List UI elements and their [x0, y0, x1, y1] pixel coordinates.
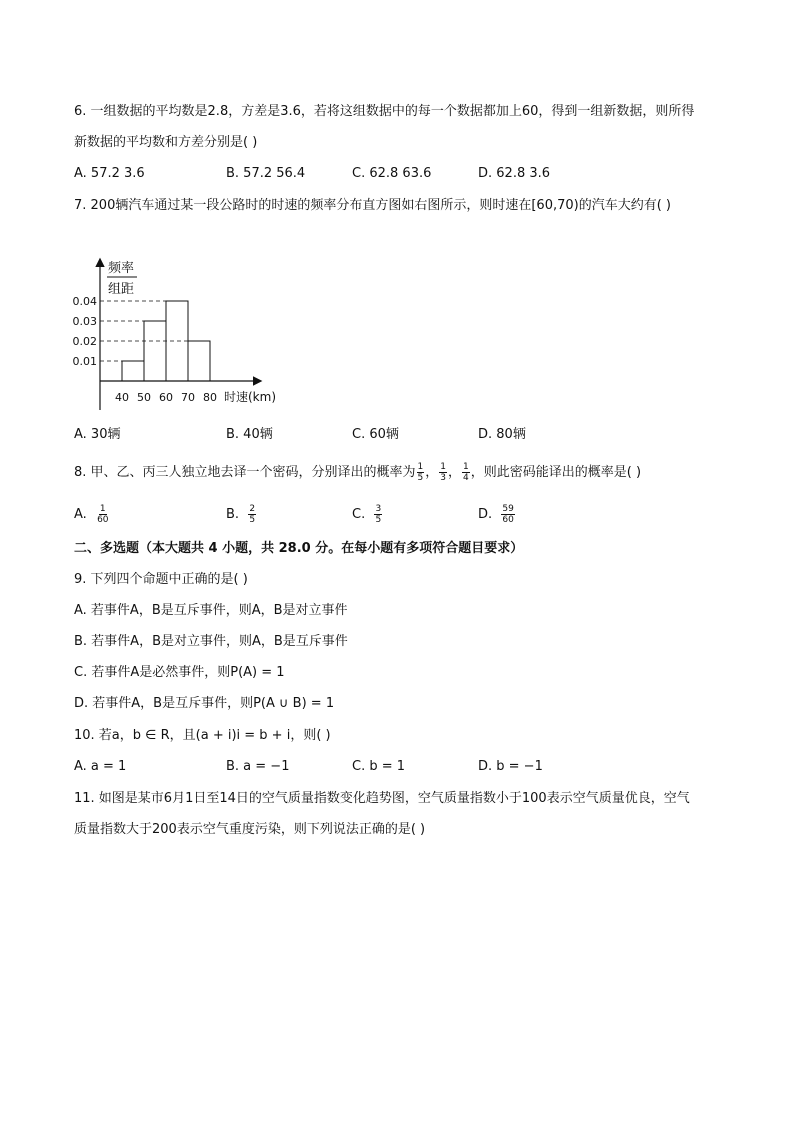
x-tick-label: 40	[115, 391, 129, 404]
y-axis-label-bottom: 组距	[108, 282, 135, 297]
q6-text-line2: 新数据的平均数和方差分别是( )	[74, 135, 258, 150]
q8-option-c: C. $\frac{3}{5}$	[352, 504, 382, 525]
histogram-bar-70-80	[188, 341, 210, 381]
q8-text-after: ，则此密码能译出的概率是( )	[470, 465, 642, 480]
q8-fraction-1: $\frac{1}{5}$	[417, 462, 424, 483]
q8-text-before: 8. 甲、乙、丙三人独立地去译一个密码，分别译出的概率为	[74, 465, 416, 480]
q10-option-c: C. b = 1	[352, 759, 406, 774]
histogram-bar-40-50	[122, 361, 144, 381]
q10-option-b: B. a = −1	[226, 759, 290, 774]
q7-option-d: D. 80辆	[478, 427, 526, 442]
q11-text-line2: 质量指数大于200表示空气重度污染，则下列说法正确的是( )	[74, 822, 426, 837]
q7-option-b: B. 40辆	[226, 427, 273, 442]
x-tick-label: 50	[137, 391, 151, 404]
q6-option-b: B. 57.2 56.4	[226, 166, 306, 181]
x-tick-label: 80	[203, 391, 217, 404]
q8-option-a: A. $\frac{1}{60}$	[74, 504, 109, 525]
section-2-title: 二、多选题（本大题共 4 小题，共 28.0 分。在每小题有多项符合题目要求）	[74, 541, 524, 556]
histogram-bar-50-60	[144, 321, 166, 381]
y-tick-label: 0.02	[72, 335, 97, 348]
q6-text-line1: 6. 一组数据的平均数是2.8，方差是3.6，若将这组数据中的每一个数据都加上60，得到一组新数据，则所得	[74, 104, 695, 119]
q8-separator: ，	[448, 465, 462, 480]
q6-option-c: C. 62.8 63.6	[352, 166, 432, 181]
q8-option-b: B. $\frac{2}{5}$	[226, 504, 256, 525]
q10-option-d: D. b = −1	[478, 759, 543, 774]
q9-option-b: B. 若事件A，B是对立事件，则A，B是互斥事件	[74, 634, 348, 649]
q8-text	[74, 462, 641, 483]
q6-option-d: D. 62.8 3.6	[478, 166, 551, 181]
q11-text-line1: 11. 如图是某市6月1日至14日的空气质量指数变化趋势图，空气质量指数小于100表示空气质量优良，空气	[74, 791, 690, 806]
q8-separator: ，	[425, 465, 439, 480]
y-tick-label: 0.03	[72, 315, 97, 328]
y-tick-label: 0.01	[72, 355, 97, 368]
y-tick-label: 0.04	[72, 295, 97, 308]
q8-fraction-2: $\frac{1}{3}$	[440, 462, 447, 483]
y-axis-label-top: 频率	[108, 261, 135, 276]
q7-option-c: C. 60辆	[352, 427, 399, 442]
q7-option-a: A. 30辆	[74, 427, 121, 442]
q9-option-a: A. 若事件A，B是互斥事件，则A，B是对立事件	[74, 603, 348, 618]
q9-option-d: D. 若事件A，B是互斥事件，则P(A ∪ B) = 1	[74, 696, 335, 711]
q9-option-c: C. 若事件A是必然事件，则P(A) = 1	[74, 665, 285, 680]
q10-option-a: A. a = 1	[74, 759, 127, 774]
q8-fraction-3: $\frac{1}{4}$	[463, 462, 469, 483]
q8-option-d: D. $\frac{59}{60}$	[478, 504, 514, 525]
x-axis-label: 时速(km)	[224, 390, 277, 404]
x-tick-label: 70	[181, 391, 195, 404]
x-tick-label: 60	[159, 391, 173, 404]
frequency-histogram	[60, 250, 300, 415]
q9-text: 9. 下列四个命题中正确的是( )	[74, 572, 248, 587]
q7-text: 7. 200辆汽车通过某一段公路时的时速的频率分布直方图如右图所示，则时速在[60,70)的汽车大约有( )	[74, 198, 671, 213]
q10-text: 10. 若a，b ∈ R，且(a + i)i = b + i，则( )	[74, 728, 331, 743]
q6-option-a: A. 57.2 3.6	[74, 166, 145, 181]
